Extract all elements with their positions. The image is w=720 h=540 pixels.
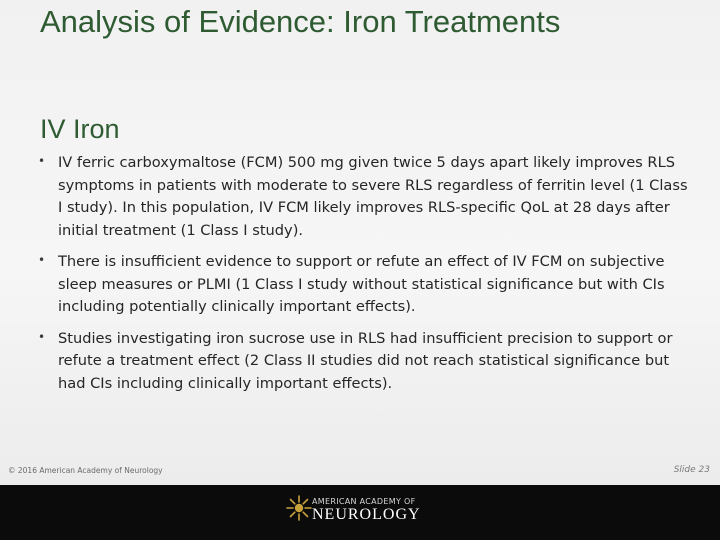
logo-line1: AMERICAN ACADEMY OF — [312, 497, 416, 506]
bullet-text: Studies investigating iron sucrose use in RLS had insufficient precision to support or refute a treatment effect (2 Class II studies did not reach statistical significance but had CIs including clinically important effects). — [58, 329, 673, 392]
bullet-icon: • — [38, 253, 46, 267]
section-heading: IV Iron — [40, 114, 120, 144]
bullet-item — [38, 328, 688, 396]
copyright-text: © 2016 American Academy of Neurology — [8, 466, 163, 475]
bullet-list — [38, 152, 688, 404]
slide-title: Analysis of Evidence: Iron Treatments — [40, 4, 561, 39]
slide-number: Slide 23 — [673, 465, 710, 475]
bullet-text: There is insufficient evidence to support or refute an effect of IV FCM on subjective sleep measures or PLMI (1 Class I study without statistical significance but with CIs including potentially clinically important effects). — [58, 253, 665, 315]
bullet-text: IV ferric carboxymaltose (FCM) 500 mg given twice 5 days apart likely improves RLS symptoms in patients with moderate to severe RLS regardless of ferritin level (1 Class I study). In this population, IV FCM likely improves RLS-specific QoL at 28 days after initial treatment (1 Class I study). — [58, 154, 688, 239]
bullet-icon: • — [38, 154, 46, 168]
bullet-icon: • — [38, 329, 46, 344]
bullet-item — [38, 251, 688, 319]
bullet-item — [38, 152, 688, 242]
logo-line2: NEUROLOGY — [312, 506, 421, 523]
aan-sunburst-icon — [285, 494, 313, 522]
aan-logo — [285, 494, 425, 532]
